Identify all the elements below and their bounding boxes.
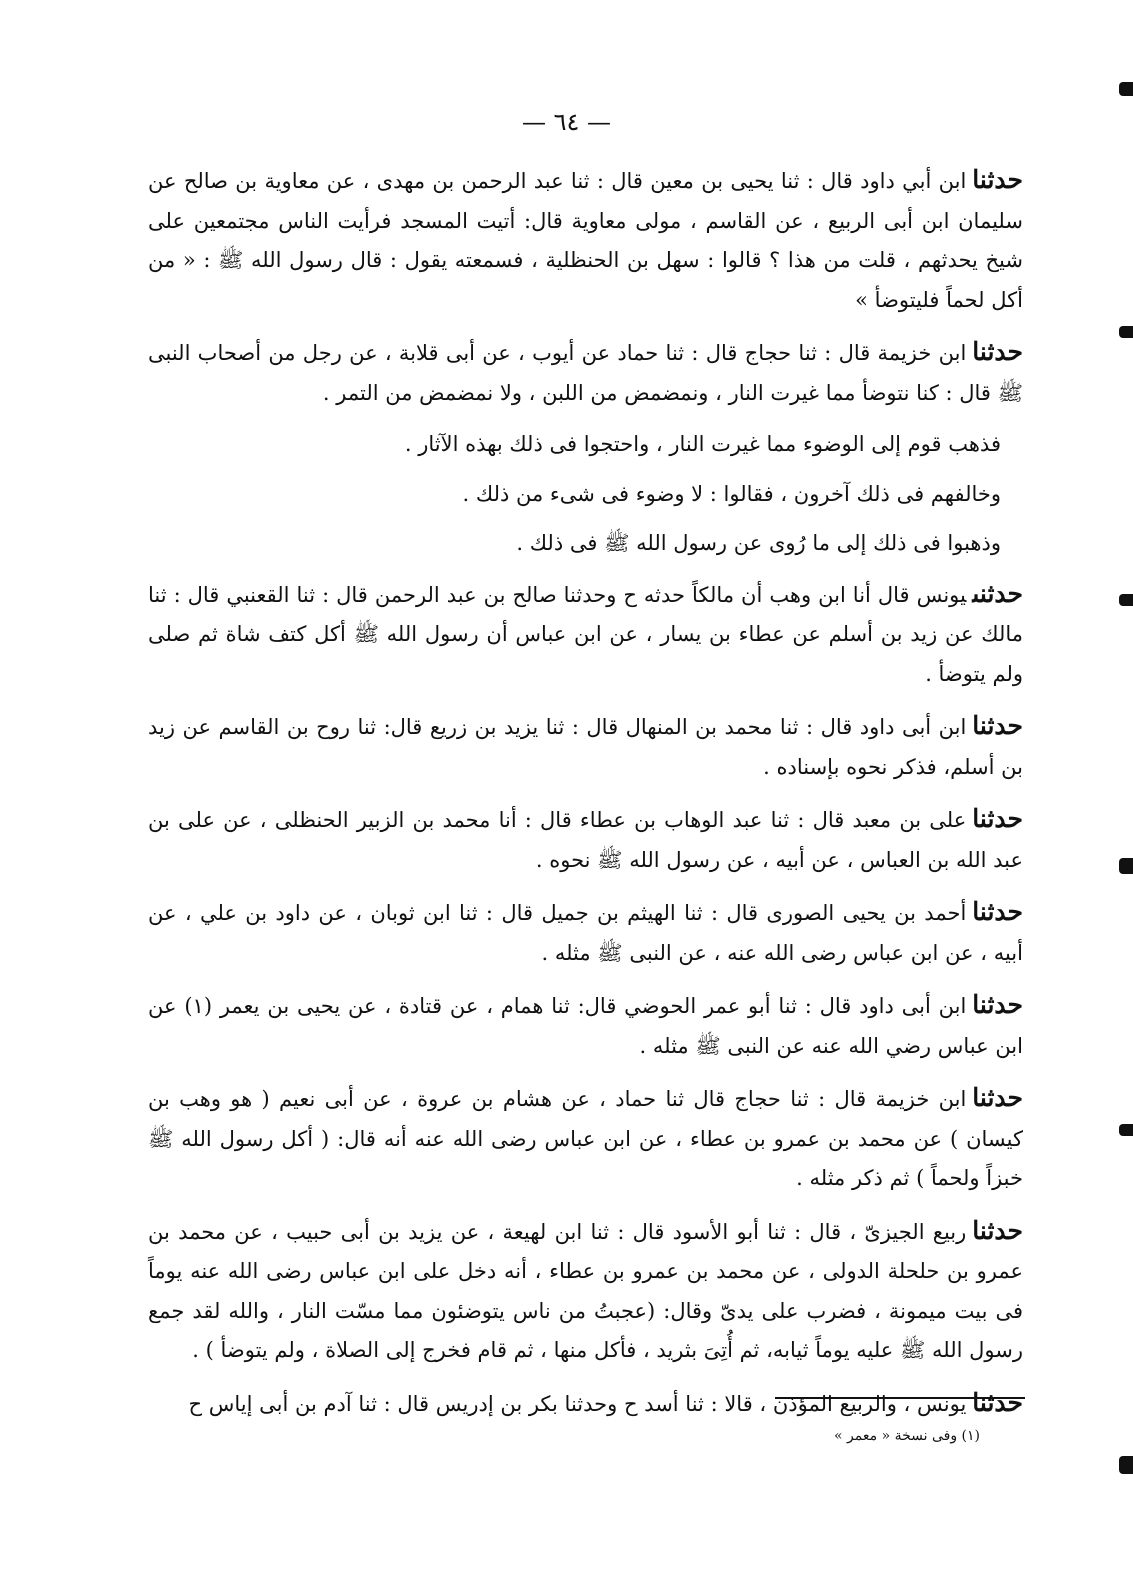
- paragraph-text: وذهبوا فى ذلك إلى ما رُوى عن رسول الله ﷺ فى ذلك .: [516, 531, 1001, 555]
- paragraph-lead: حدثنا: [972, 337, 1023, 366]
- paragraph-lead: حدثنا: [972, 897, 1023, 926]
- paragraph-text: ربيع الجيزىّ ، قال : ثنا أبو الأسود قال : ثنا ابن لهيعة ، عن يزيد بن أبى حبيب ، عن محمد بن عمرو بن حلحلة الدولى ، عن محمد بن عمرو بن عطاء ، أنه دخل على ابن عباس رضى الله عنه يوماً فى بيت ميمونة ، فضرب على يدىّ وقال: (عجبتُ من ناس يتوضئون مما مسّت النار ، والله لقد جمع رسول الله ﷺ عليه يوماً ثيابه، ثم أُتِىَ بثريد ، فأكل منها ، ثم قام فخرج إلى الصلاة ، ولم يتوضأ ) .: [148, 1219, 1023, 1362]
- paragraph-text: ابن أبى داود قال : ثنا محمد بن المنهال قال : ثنا يزيد بن زريع قال: ثنا روح بن القاسم عن زيد بن أسلم، فذكر نحوه بإسناده .: [148, 715, 1023, 779]
- paragraph-lead: حدثنى: [972, 578, 1023, 608]
- paragraph: [148, 985, 1023, 1066]
- body-text: [148, 160, 1023, 1436]
- paragraph-lead: حدثنا: [972, 1083, 1023, 1112]
- paragraph-text: ابن أبي داود قال : ثنا يحيى بن معين قال : ثنا عبد الرحمن بن مهدى ، عن معاوية بن صالح عن سليمان ابن أبى الربيع ، عن القاسم ، مولى معاوية قال: أتيت المسجد فرأيت الناس مجتمعين على شيخ يحدثهم ، قلت من هذا ؟ قالوا : سهل بن الحنظلية ، فسمعته يقول : قال رسول الله ﷺ : « من أكل لحماً فليتوضأ »: [148, 169, 1023, 312]
- paragraph-lead: حدثنا: [972, 1387, 1023, 1417]
- paragraph: [148, 425, 1023, 465]
- paragraph: [148, 706, 1023, 787]
- paragraph-lead: حدثنا: [972, 165, 1023, 194]
- paragraph: [148, 892, 1023, 973]
- edge-mark: [1119, 1124, 1133, 1136]
- edge-mark: [1119, 1456, 1133, 1474]
- paragraph-text: ابن خزيمة قال : ثنا حجاج قال : ثنا حماد عن أيوب ، عن أبى قلابة ، عن رجل من أصحاب النبى ﷺ قال : كنا نتوضأ مما غيرت النار ، ونمضمض من اللبن ، ولا نمضمض من التمر .: [148, 341, 1023, 405]
- paragraph: [148, 1078, 1023, 1199]
- paragraph: [148, 574, 1023, 695]
- paragraph: [148, 799, 1023, 880]
- paragraph: [148, 332, 1023, 413]
- paragraph-text: ابن خزيمة قال : ثنا حجاج قال ثنا حماد ، عن هشام بن عروة ، عن أبى نعيم ( هو وهب بن كيسان ) عن محمد بن عمرو بن عطاء ، عن ابن عباس رضى الله عنه أنه قال: ( أكل رسول الله ﷺ خبزاً ولحماً ) ثم ذكر مثله .: [148, 1087, 1023, 1190]
- edge-mark: [1119, 326, 1133, 338]
- paragraph-text: فذهب قوم إلى الوضوء مما غيرت النار ، واحتجوا فى ذلك بهذه الآثار .: [404, 432, 1001, 456]
- paragraph-lead: حدثنا: [972, 1215, 1023, 1245]
- paragraph-text: يونس ، والربيع المؤذن ، قالا : ثنا أسد ح وحدثنا بكر بن إدريس قال : ثنا آدم بن أبى إياس ح: [188, 1391, 967, 1416]
- paragraph: [148, 1211, 1023, 1371]
- footnote: (١) وفى نسخة « معمر »: [834, 1428, 980, 1444]
- paragraph-text: وخالفهم فى ذلك آخرون ، فقالوا : لا وضوء فى شىء من ذلك .: [462, 481, 1001, 506]
- paragraph-text: ابن أبى داود قال : ثنا أبو عمر الحوضي قال: ثنا همام ، عن قتادة ، عن يحيى بن يعمر (١) عن ابن عباس رضي الله عنه عن النبى ﷺ مثله .: [148, 994, 1023, 1058]
- paragraph: [148, 524, 1023, 564]
- paragraph-lead: حدثنا: [972, 804, 1023, 833]
- edge-mark: [1119, 594, 1133, 606]
- edge-mark: [1119, 82, 1133, 96]
- footnote-divider: [775, 1397, 1025, 1399]
- paragraph-text: أحمد بن يحيى الصورى قال : ثنا الهيثم بن جميل قال : ثنا ابن ثوبان ، عن داود بن علي ، عن أبيه ، عن ابن عباس رضى الله عنه ، عن النبى ﷺ مثله .: [148, 901, 1023, 965]
- edge-mark: [1119, 858, 1133, 874]
- paragraph-lead: حدثنا: [972, 990, 1023, 1019]
- paragraph-lead: حدثنا: [972, 711, 1023, 740]
- page-number: — ٦٤ —: [521, 108, 612, 136]
- paragraph: [148, 1383, 1023, 1425]
- paragraph-text: يونس قال أنا ابن وهب أن مالكاً حدثه ح وحدثنا صالح بن عبد الرحمن قال : ثنا القعنبي قال : ثنا مالك عن زيد بن أسلم عن عطاء بن يسار ، عن ابن عباس أن رسول الله ﷺ أكل كتف شاة ثم صلى ولم يتوضأ .: [148, 582, 1023, 686]
- paragraph: [148, 475, 1023, 515]
- paragraph: [148, 160, 1023, 320]
- paragraph-text: على بن معبد قال : ثنا عبد الوهاب بن عطاء قال : أنا محمد بن الزبير الحنظلى ، عن على بن عبد الله بن العباس ، عن أبيه ، عن رسول الله ﷺ نحوه .: [148, 808, 1023, 872]
